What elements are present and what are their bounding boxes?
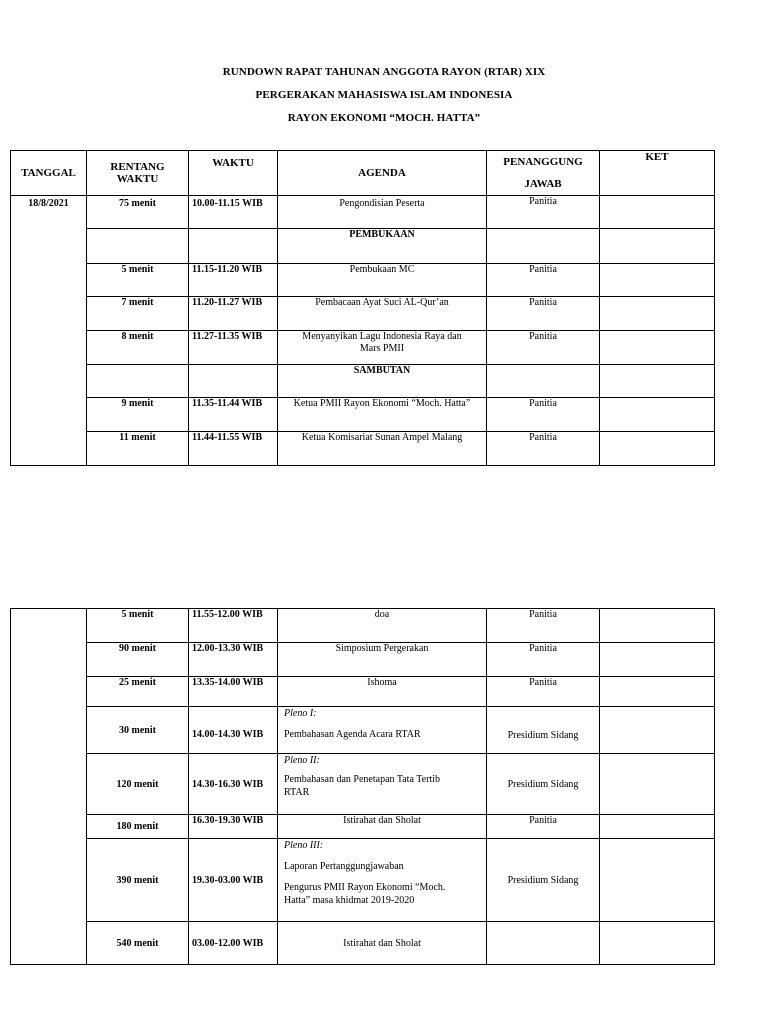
- responsible: Panitia: [487, 432, 600, 466]
- section-row: [11, 229, 715, 264]
- agenda: Pembukaan MC: [278, 264, 487, 297]
- responsible: Presidium Sidang: [487, 707, 600, 754]
- table-row: [11, 196, 715, 229]
- time-range: 12.00-13.30 WIB: [189, 643, 278, 677]
- col-pj-1: PENANGGUNG: [503, 156, 583, 168]
- agenda: Pleno II: Pembahasan dan Penetapan Tata Tertib RTAR: [278, 754, 487, 815]
- title-line-3: RAYON EKONOMI “MOCH. HATTA”: [287, 112, 481, 124]
- table-row: [11, 264, 715, 297]
- agenda: Simposium Pergerakan: [278, 643, 487, 677]
- col-rentang-1: RENTANG: [110, 161, 165, 173]
- col-tanggal: TANGGAL: [11, 151, 87, 196]
- agenda: Pengondisian Peserta: [278, 196, 487, 229]
- table-row: [11, 815, 715, 839]
- title-line-1: RUNDOWN RAPAT TAHUNAN ANGGOTA RAYON (RTAR) XIX: [222, 66, 546, 78]
- duration: 120 menit: [87, 754, 189, 815]
- table-row: [11, 922, 715, 965]
- responsible: Panitia: [487, 331, 600, 365]
- duration: 7 menit: [87, 297, 189, 331]
- agenda: Menyanyikan Lagu Indonesia Raya dan Mars PMII: [278, 331, 487, 365]
- time-range: 14.00-14.30 WIB: [189, 707, 278, 754]
- ket-cell: [600, 196, 715, 229]
- time-range: 16.30-19.30 WIB: [189, 815, 278, 839]
- pleno-label: Pleno II:: [284, 755, 320, 766]
- rundown-table-2: [10, 608, 715, 965]
- duration: 540 menit: [87, 922, 189, 965]
- time-range: 19.30-03.00 WIB: [189, 839, 278, 922]
- agenda: Ketua Komisariat Sunan Ampel Malang: [278, 432, 487, 466]
- date-cell-empty: [11, 609, 87, 643]
- responsible: Panitia: [487, 297, 600, 331]
- agenda: Istirahat dan Sholat: [278, 922, 487, 965]
- header-row: [11, 151, 715, 196]
- time-range: 11.15-11.20 WIB: [189, 264, 278, 297]
- duration: 75 menit: [87, 196, 189, 229]
- duration: 9 menit: [87, 398, 189, 432]
- table-row: [11, 609, 715, 643]
- section-row: [11, 365, 715, 398]
- responsible: Panitia: [487, 677, 600, 707]
- date-cell: 18/8/2021: [11, 196, 87, 229]
- responsible: Panitia: [487, 815, 600, 839]
- table-row: [11, 643, 715, 677]
- time-range: 11.20-11.27 WIB: [189, 297, 278, 331]
- responsible: Presidium Sidang: [487, 839, 600, 922]
- time-range: 11.44-11.55 WIB: [189, 432, 278, 466]
- col-penanggung-jawab: [487, 151, 600, 196]
- duration: 180 menit: [87, 815, 189, 839]
- table-row: [11, 754, 715, 815]
- responsible: Presidium Sidang: [487, 754, 600, 815]
- rundown-table-1: [10, 150, 715, 466]
- duration: 30 menit: [87, 707, 189, 754]
- col-pj-2: JAWAB: [524, 178, 562, 190]
- agenda: doa: [278, 609, 487, 643]
- table-row: [11, 331, 715, 365]
- time-range: 10.00-11.15 WIB: [189, 196, 278, 229]
- pleno-label: Pleno III:: [284, 840, 324, 851]
- agenda: Ketua PMII Rayon Ekonomi “Moch. Hatta”: [278, 398, 487, 432]
- table-row: [11, 839, 715, 922]
- section-sambutan: SAMBUTAN: [278, 365, 487, 398]
- duration: 8 menit: [87, 331, 189, 365]
- col-waktu: WAKTU: [189, 151, 278, 196]
- duration: 5 menit: [87, 264, 189, 297]
- time-range: 11.27-11.35 WIB: [189, 331, 278, 365]
- responsible: Panitia: [487, 609, 600, 643]
- agenda: Pleno I: Pembahasan Agenda Acara RTAR: [278, 707, 487, 754]
- table-row: [11, 398, 715, 432]
- duration: 11 menit: [87, 432, 189, 466]
- duration: 390 menit: [87, 839, 189, 922]
- time-range: 11.55-12.00 WIB: [189, 609, 278, 643]
- responsible: Panitia: [487, 196, 600, 229]
- duration: 5 menit: [87, 609, 189, 643]
- pleno-label: Pleno I:: [284, 708, 317, 719]
- time-range: 03.00-12.00 WIB: [189, 922, 278, 965]
- table-row: [11, 432, 715, 466]
- col-rentang: [87, 151, 189, 196]
- time-range: 14.30-16.30 WIB: [189, 754, 278, 815]
- responsible: Panitia: [487, 398, 600, 432]
- col-agenda: AGENDA: [278, 151, 487, 196]
- time-range: 13.35-14.00 WIB: [189, 677, 278, 707]
- responsible: Panitia: [487, 264, 600, 297]
- duration: 25 menit: [87, 677, 189, 707]
- agenda: Pleno III: Laporan Pertanggungjawaban Pengurus PMII Rayon Ekonomi “Moch. Hatta” masa khidmat 2019-2020: [278, 839, 487, 922]
- table-row: [11, 297, 715, 331]
- agenda: Istirahat dan Sholat: [278, 815, 487, 839]
- responsible: Panitia: [487, 643, 600, 677]
- section-pembukaan: PEMBUKAAN: [278, 229, 487, 264]
- agenda: Ishoma: [278, 677, 487, 707]
- col-rentang-2: WAKTU: [116, 173, 159, 185]
- agenda: Pembacaan Ayat Suci AL-Qur’an: [278, 297, 487, 331]
- table-row: [11, 677, 715, 707]
- duration: 90 menit: [87, 643, 189, 677]
- title-line-2: PERGERAKAN MAHASISWA ISLAM INDONESIA: [255, 89, 513, 101]
- time-range: 11.35-11.44 WIB: [189, 398, 278, 432]
- table-row: [11, 707, 715, 754]
- col-ket: KET: [600, 151, 715, 196]
